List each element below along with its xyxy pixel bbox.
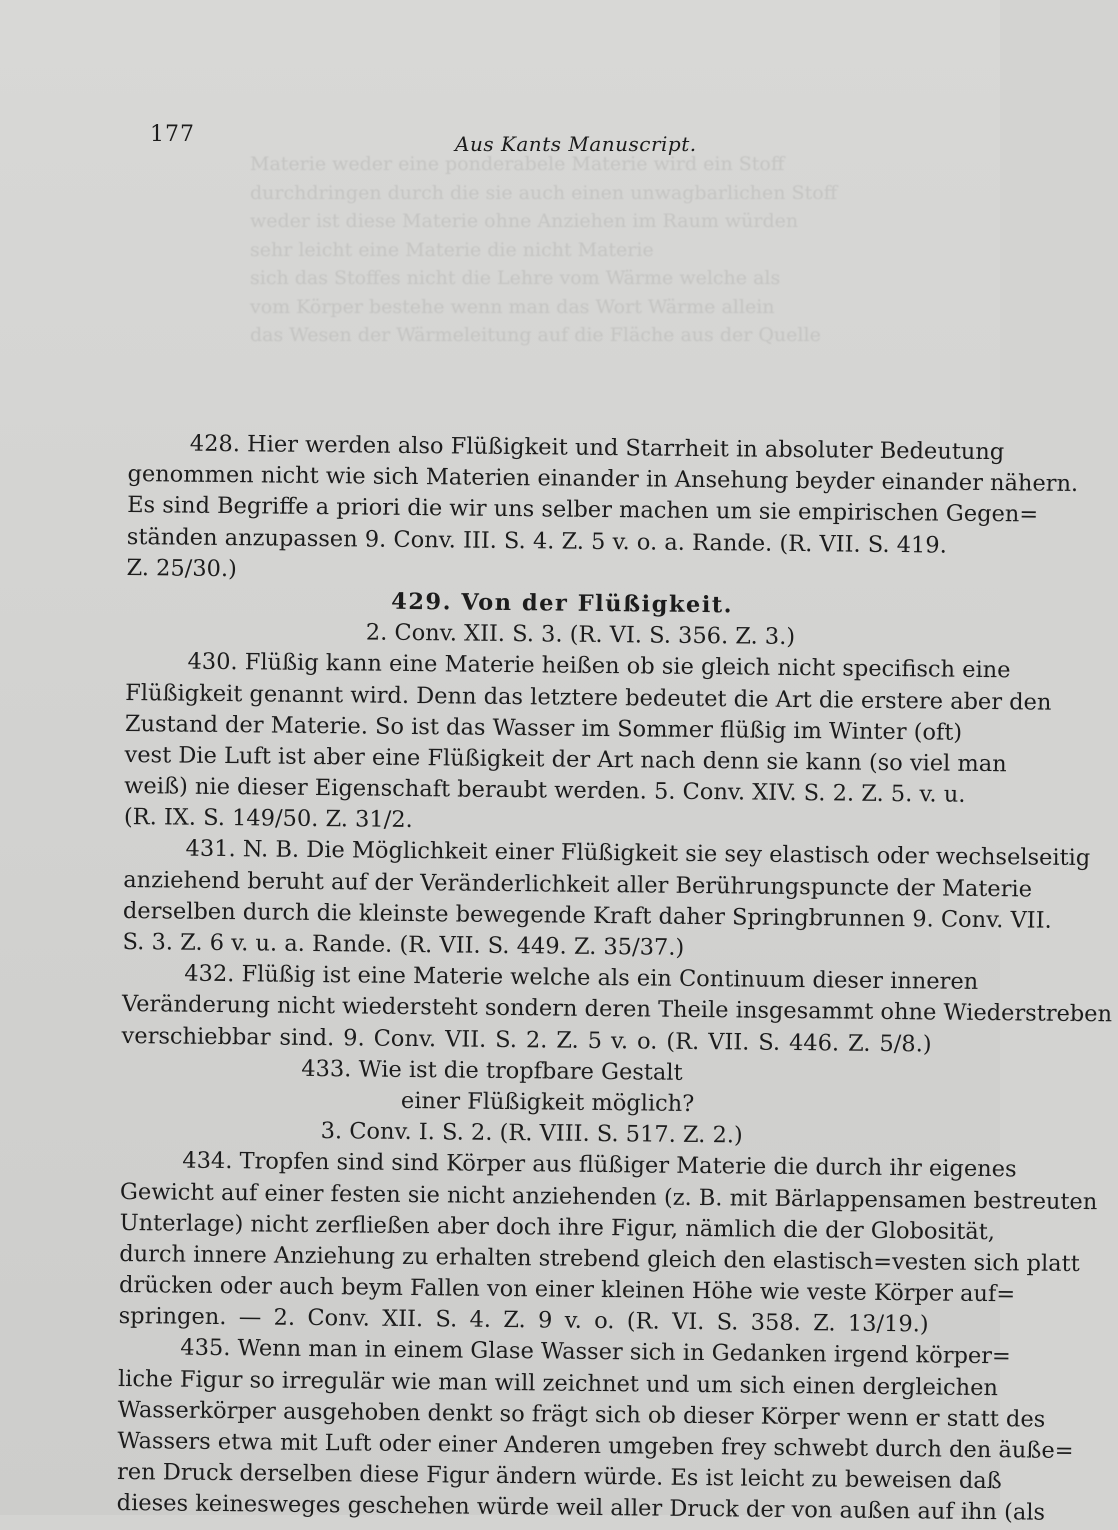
body-text bbox=[116, 428, 1113, 1528]
text-line: 431. N. B. Die Möglichkeit einer Flüßigkeit sie sey elastisch oder wechselseitig bbox=[185, 836, 1091, 872]
text-line: Unterlage) nicht zerfließen aber doch ihre Figur, nämlich die der Globosität, bbox=[119, 1209, 996, 1245]
text-line: durch innere Anziehung zu erhalten strebend gleich den elastisch=vesten sich platt bbox=[119, 1240, 1080, 1277]
bleed-through-text: Materie weder eine ponderabele Materie wird ein Stoff durchdringen durch die sie auch einen unwagbarlichen Stoff weder ist diese Materie ohne Anziehen im Raum würden sehr leicht eine Materie die nicht Materie sich das Stoffes nicht die Lehre vom Wärme welche als vom Körper bestehe wenn man das Wort Wärme allein das Wesen der Wärmeleitung auf die Fläche aus der Quelle bbox=[250, 153, 838, 346]
text-line: Gewicht auf einer festen sie nicht anziehenden (z. B. mit Bärlappensamen bestreuten bbox=[119, 1178, 1098, 1215]
text-line: ren Druck derselben diese Figur ändern würde. Es ist leicht zu beweisen daß bbox=[116, 1459, 1002, 1495]
text-line: Veränderung nicht wiedersteht sondern deren Theile insgesammt ohne Wiederstreben bbox=[121, 991, 1113, 1028]
text-line: verschiebbar sind. 9. Conv. VII. S. 2. Z. 5 v. o. (R. VII. S. 446. Z. 5/8.) bbox=[121, 1022, 932, 1058]
text-line: genommen nicht wie sich Materien einander in Ansehung beyder einander nähern. bbox=[127, 461, 1079, 498]
section-heading: einer Flüßigkeit möglich? bbox=[400, 1087, 695, 1117]
text-line: Flüßigkeit genannt wird. Denn das letztere bedeutet die Art die erstere aber den bbox=[125, 679, 1052, 716]
text-line: weiß) nie dieser Eigenschaft beraubt werden. 5. Conv. XIV. S. 2. Z. 5. v. u. bbox=[124, 773, 966, 808]
text-line: 428. Hier werden also Flüßigkeit und Starrheit in absoluter Bedeutung bbox=[189, 430, 1005, 466]
text-line: Zustand der Materie. So ist das Wasser im Sommer flüßig im Winter (oft) bbox=[124, 710, 963, 746]
text-line: vest Die Luft ist aber eine Flüßigkeit der Art nach denn sie kann (so viel man bbox=[124, 741, 1007, 778]
text-line: 432. Flüßig ist eine Materie welche als ein Continuum dieser inneren bbox=[184, 960, 979, 996]
text-line: 434. Tropfen sind sind Körper aus flüßiger Materie die durch ihr eigenes bbox=[182, 1147, 1017, 1183]
text-line: springen. — 2. Conv. XII. S. 4. Z. 9 v. o. (R. VI. S. 358. Z. 13/19.) bbox=[118, 1303, 929, 1338]
text-line: 3. Conv. I. S. 2. (R. VIII. S. 517. Z. 2.) bbox=[320, 1118, 743, 1149]
text-line: liche Figur so irregulär wie man will zeichnet und um sich einen dergleichen bbox=[117, 1365, 999, 1401]
text-line: 430. Flüßig kann eine Materie heißen ob sie gleich nicht specifisch eine bbox=[187, 648, 1011, 684]
section-heading: 433. Wie ist die tropfbare Gestalt bbox=[301, 1055, 683, 1086]
text-line: S. 3. Z. 6 v. u. a. Rande. (R. VII. S. 449. Z. 35/37.) bbox=[122, 928, 685, 961]
text-line: dieses keinesweges geschehen würde weil aller Druck der von außen auf ihn (als bbox=[116, 1490, 1046, 1527]
text-line: 2. Conv. XII. S. 3. (R. VI. S. 356. Z. 3.) bbox=[365, 619, 796, 651]
text-line: Wasserkörper ausgehoben denkt so frägt sich ob dieser Körper wenn er statt des bbox=[117, 1396, 1046, 1433]
text-line: Es sind Begriffe a priori die wir uns selber machen um sie empirischen Gegen= bbox=[127, 492, 1039, 528]
text-line: Wassers etwa mit Luft oder einer Anderen umgeben frey schwebt durch den äuße= bbox=[117, 1427, 1074, 1464]
text-line: drücken oder auch beym Fallen von einer kleinen Höhe wie veste Körper auf= bbox=[118, 1272, 1016, 1308]
text-line: derselben durch die kleinste bewegende Kraft daher Springbrunnen 9. Conv. VII. bbox=[122, 897, 1052, 934]
section-heading: 429. Von der Flüßigkeit. bbox=[391, 588, 734, 619]
text-line: ständen anzupassen 9. Conv. III. S. 4. Z. 5 v. o. a. Rande. (R. VII. S. 419. bbox=[126, 523, 947, 559]
text-line: 435. Wenn man in einem Glase Wasser sich in Gedanken irgend körper= bbox=[180, 1335, 1011, 1370]
text-line: Z. 25/30.) bbox=[126, 554, 237, 582]
text-line: (R. IX. S. 149/50. Z. 31/2. bbox=[123, 804, 413, 834]
page-number: 177 bbox=[150, 122, 195, 147]
running-head: Aus Kants Manuscript. bbox=[455, 132, 697, 156]
text-line: anziehend beruht auf der Veränderlichkeit aller Berührungspuncte der Materie bbox=[123, 866, 1033, 903]
